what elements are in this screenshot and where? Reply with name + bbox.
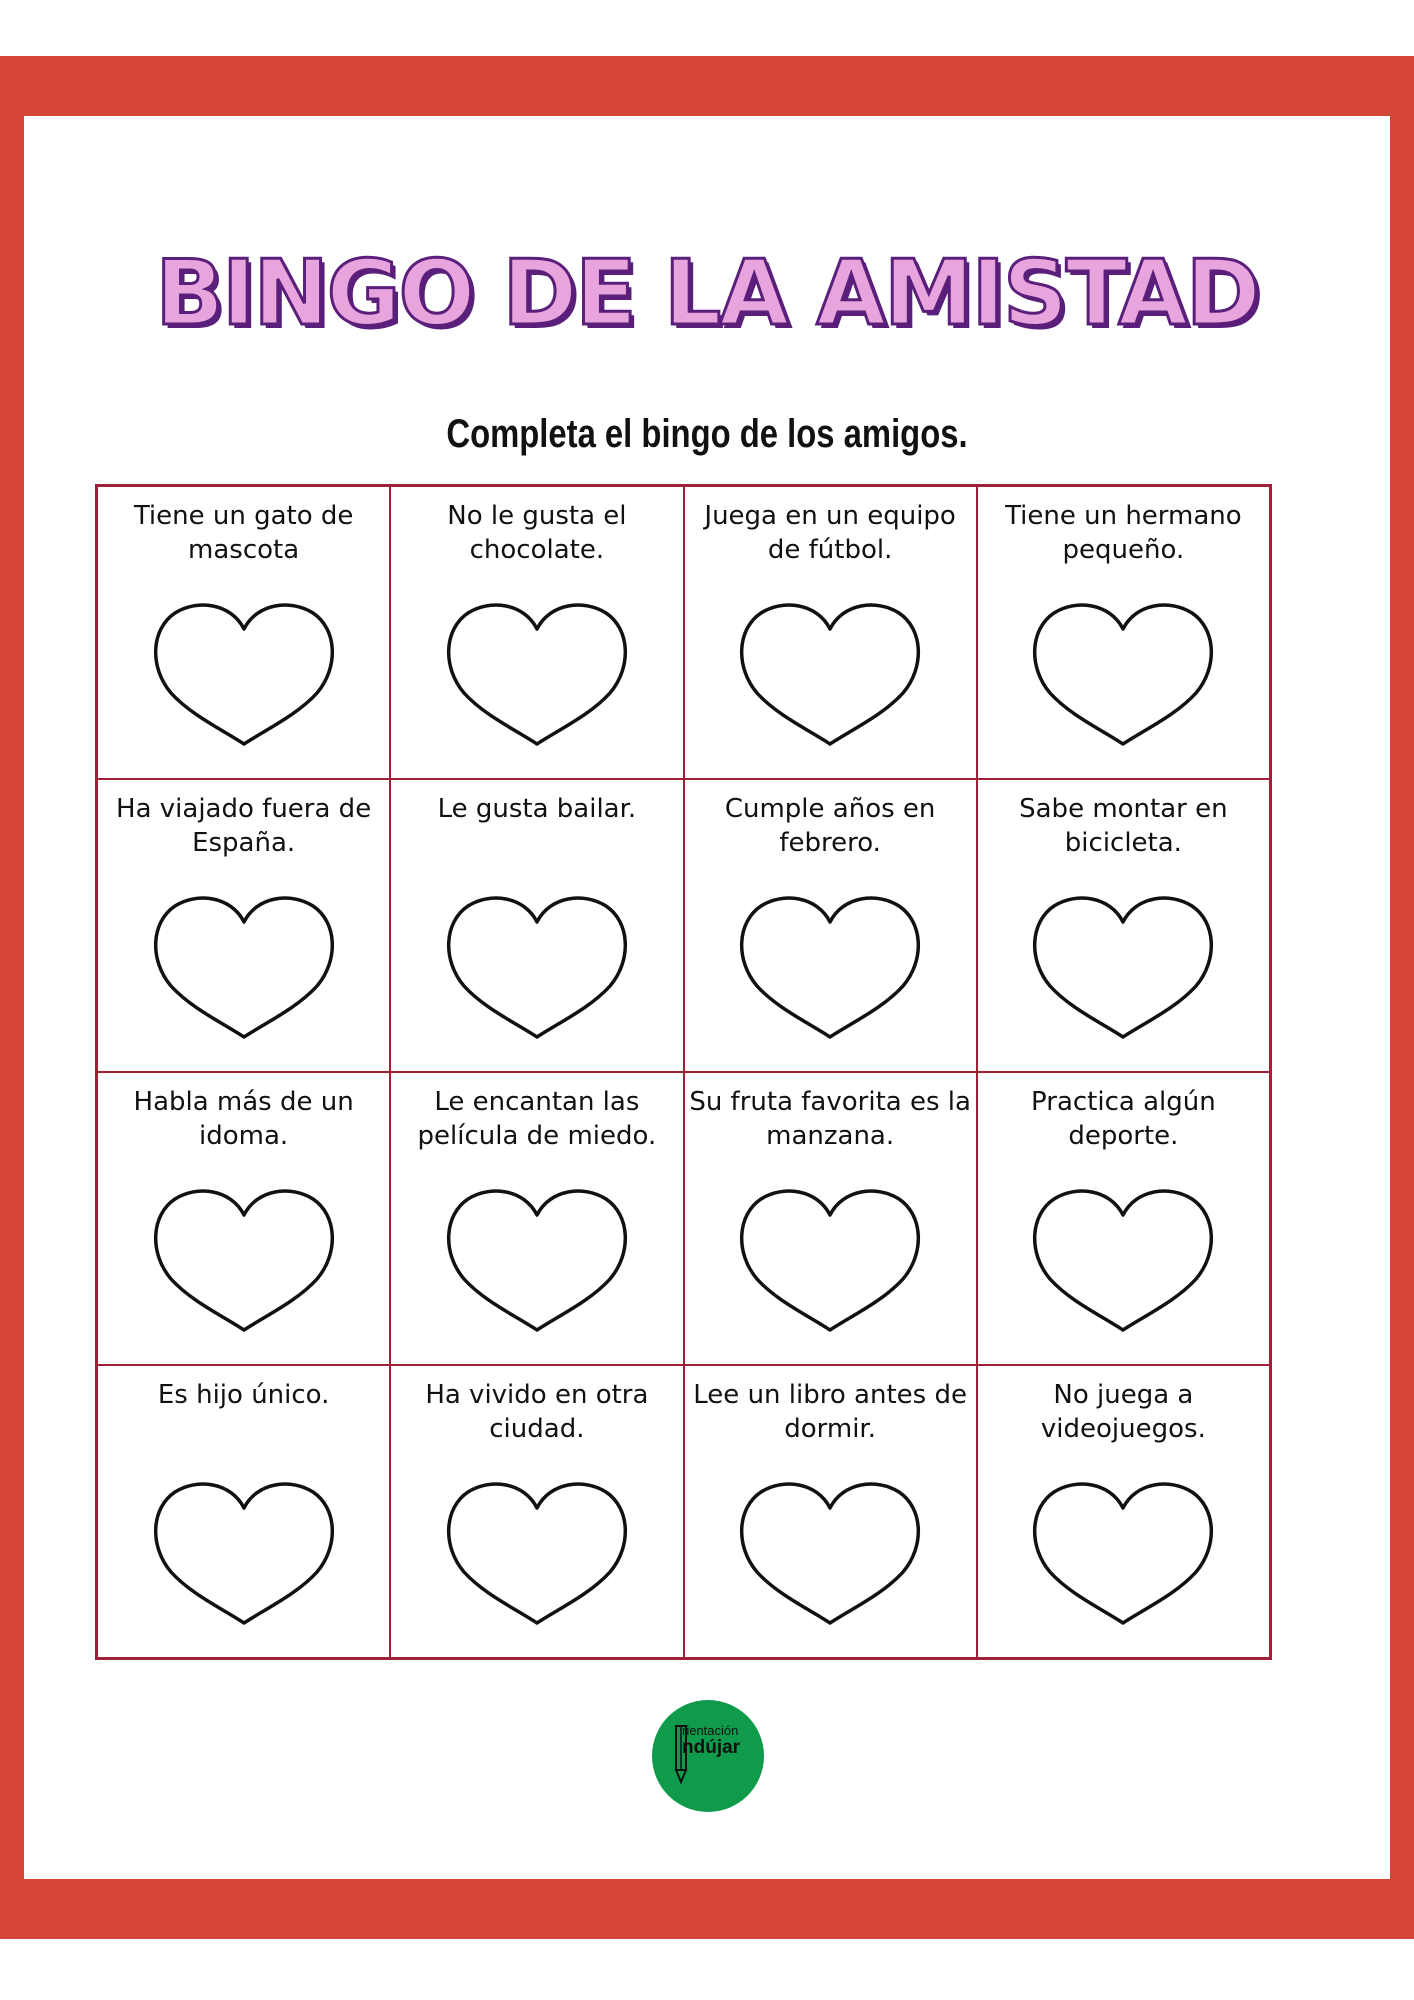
heart-icon[interactable] bbox=[737, 1476, 923, 1626]
bingo-cell[interactable] bbox=[390, 1072, 683, 1365]
bingo-cell[interactable] bbox=[977, 1072, 1270, 1365]
bingo-cell[interactable] bbox=[97, 779, 390, 1072]
bingo-cell-text: No juega a videojuegos. bbox=[1040, 1380, 1206, 1444]
bingo-cell-text: Habla más de un idoma. bbox=[133, 1087, 354, 1151]
bingo-cell[interactable] bbox=[390, 1365, 683, 1658]
bingo-cell-text: Practica algún deporte. bbox=[1031, 1087, 1216, 1151]
heart-icon[interactable] bbox=[737, 890, 923, 1040]
bingo-cell-text: Sabe montar en bicicleta. bbox=[1019, 794, 1228, 858]
heart-icon[interactable] bbox=[1030, 597, 1216, 747]
bingo-cell[interactable] bbox=[390, 779, 683, 1072]
bingo-cell-text: Le encantan las película de miedo. bbox=[417, 1087, 657, 1151]
bingo-cell[interactable] bbox=[977, 779, 1270, 1072]
bingo-cell-text: Su fruta favorita es la manzana. bbox=[689, 1087, 971, 1151]
instructions: Completa el bingo de los amigos. bbox=[446, 412, 968, 456]
bingo-cell-text: Tiene un gato de mascota bbox=[133, 501, 354, 565]
bingo-cell[interactable] bbox=[977, 486, 1270, 779]
heart-icon[interactable] bbox=[151, 890, 337, 1040]
bingo-cell[interactable] bbox=[684, 779, 977, 1072]
bingo-cell-text: Cumple años en febrero. bbox=[724, 794, 936, 858]
bingo-grid bbox=[95, 484, 1272, 1660]
heart-icon[interactable] bbox=[444, 1183, 630, 1333]
bingo-cell[interactable] bbox=[97, 486, 390, 779]
bingo-cell[interactable] bbox=[684, 1365, 977, 1658]
heart-icon[interactable] bbox=[444, 1476, 630, 1626]
bingo-cell-text: Juega en un equipo de fútbol. bbox=[704, 501, 956, 565]
heart-icon[interactable] bbox=[1030, 890, 1216, 1040]
bingo-cell[interactable] bbox=[390, 486, 683, 779]
heart-icon[interactable] bbox=[151, 597, 337, 747]
heart-icon[interactable] bbox=[151, 1183, 337, 1333]
page-title: BINGO DE LA AMISTAD bbox=[155, 241, 1259, 346]
bingo-cell-text: Es hijo único. bbox=[157, 1380, 330, 1410]
logo-text-top: rientación bbox=[682, 1723, 739, 1738]
heart-icon[interactable] bbox=[444, 890, 630, 1040]
bingo-cell[interactable] bbox=[684, 486, 977, 779]
heart-icon[interactable] bbox=[444, 597, 630, 747]
bingo-cell-text: Le gusta bailar. bbox=[437, 794, 637, 824]
bingo-cell[interactable] bbox=[97, 1365, 390, 1658]
heart-icon[interactable] bbox=[737, 597, 923, 747]
bingo-cell-text: Lee un libro antes de dormir. bbox=[693, 1380, 967, 1444]
orientacion-andujar-logo bbox=[652, 1700, 764, 1812]
bingo-cell-text: Ha vivido en otra ciudad. bbox=[425, 1380, 649, 1444]
heart-icon[interactable] bbox=[151, 1476, 337, 1626]
bingo-cell[interactable] bbox=[97, 1072, 390, 1365]
heart-icon[interactable] bbox=[1030, 1476, 1216, 1626]
bingo-cell[interactable] bbox=[684, 1072, 977, 1365]
bingo-cell-text: Tiene un hermano pequeño. bbox=[1005, 501, 1242, 565]
bingo-cell[interactable] bbox=[977, 1365, 1270, 1658]
heart-icon[interactable] bbox=[1030, 1183, 1216, 1333]
bingo-cell-text: No le gusta el chocolate. bbox=[447, 501, 627, 565]
heart-icon[interactable] bbox=[737, 1183, 923, 1333]
bingo-cell-text: Ha viajado fuera de España. bbox=[116, 794, 372, 858]
logo-text-main: ndújar bbox=[682, 1737, 741, 1758]
